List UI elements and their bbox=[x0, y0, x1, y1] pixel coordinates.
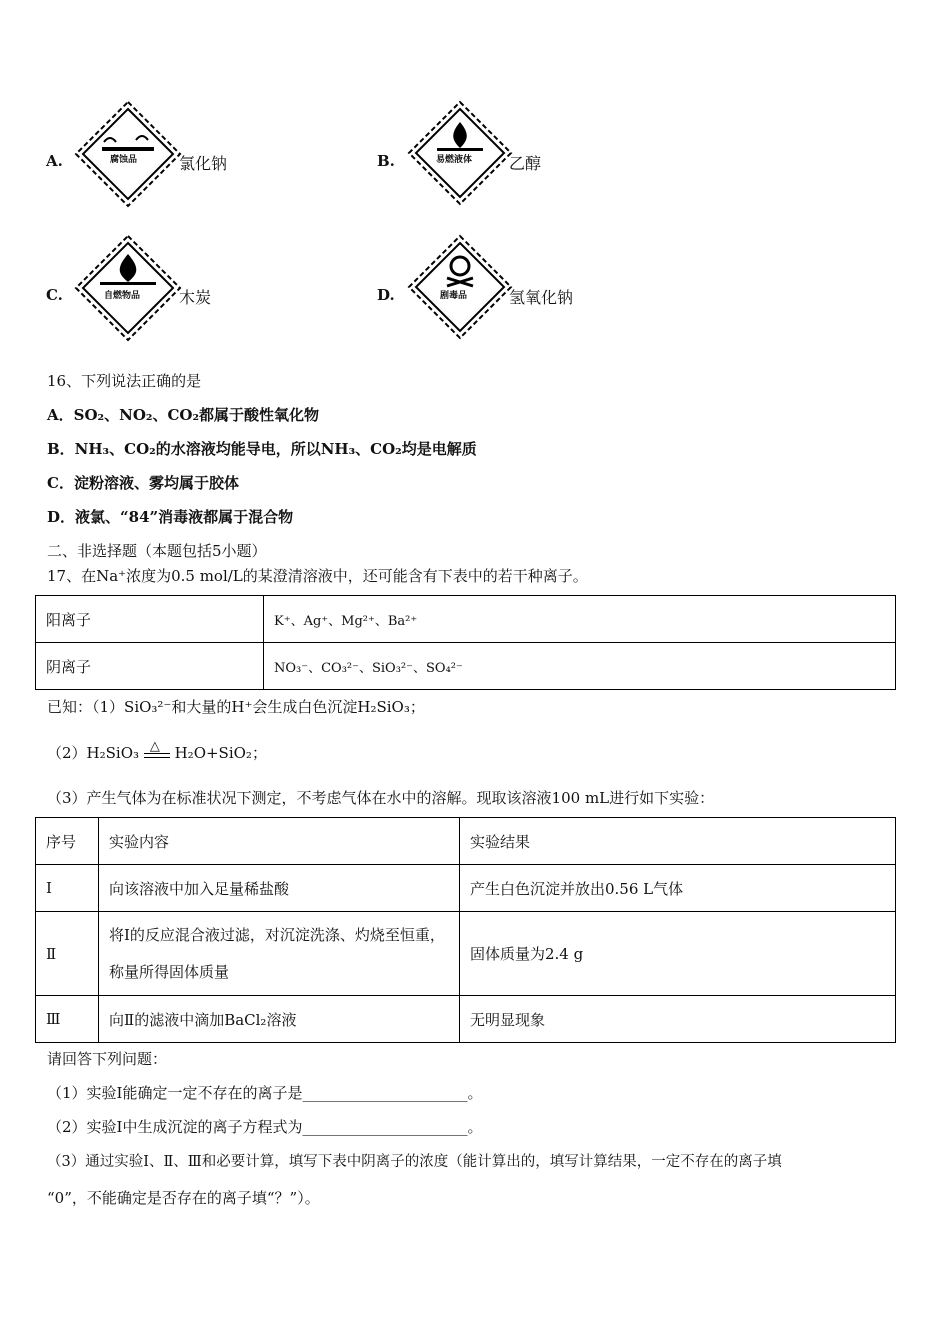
option-d bbox=[377, 234, 677, 344]
sign-text: 易燃液体 bbox=[436, 155, 473, 165]
header-cell: 实验结果 bbox=[460, 818, 896, 865]
row-content: 向该溶液中加入足量稀盐酸 bbox=[99, 865, 460, 912]
q16-stem: 16、下列说法正确的是 bbox=[47, 372, 202, 390]
option-letter: D. bbox=[377, 286, 395, 304]
flammable-liquid-sign-icon bbox=[407, 100, 513, 206]
sub-question-1: （1）实验Ⅰ能确定一定不存在的离子是______________________。 bbox=[47, 1084, 483, 1102]
answer-prompt: 请回答下列问题： bbox=[47, 1050, 168, 1068]
q16-option-d: D．液氯、“84”消毒液都属于混合物 bbox=[47, 508, 294, 526]
q16-option-b: B．NH₃、CO₂的水溶液均能导电，所以NH₃、CO₂均是电解质 bbox=[47, 440, 477, 458]
q16-option-a: A．SO₂、NO₂、CO₂都属于酸性氧化物 bbox=[47, 406, 320, 424]
substance-name: 乙醇 bbox=[509, 154, 542, 173]
heat-condition bbox=[144, 739, 170, 758]
delta-icon: △ bbox=[149, 739, 160, 754]
known-2 bbox=[47, 739, 267, 763]
substance-name: 氢氧化钠 bbox=[509, 288, 574, 307]
option-c bbox=[46, 234, 346, 344]
option-letter: B. bbox=[377, 152, 395, 170]
table-row bbox=[36, 643, 896, 690]
row-number: Ⅲ bbox=[36, 996, 99, 1043]
ion-list: K⁺、Ag⁺、Mg²⁺、Ba²⁺ bbox=[264, 596, 896, 643]
row-content: 将Ⅰ的反应混合液过滤，对沉淀洗涤、灼烧至恒重，称量所得固体质量 bbox=[99, 912, 460, 996]
reactant: （2）H₂SiO₃ bbox=[47, 744, 140, 762]
header-cell: 实验内容 bbox=[99, 818, 460, 865]
spontaneous-combustion-sign-icon bbox=[74, 234, 182, 342]
row-result: 固体质量为2.4 g bbox=[460, 912, 896, 996]
row-number: Ⅰ bbox=[36, 865, 99, 912]
q17-stem: 17、在Na⁺浓度为0.5 mol/L的某澄清溶液中，还可能含有下表中的若干种离子。 bbox=[47, 567, 588, 585]
corrosive-sign-icon bbox=[74, 100, 182, 208]
table-row bbox=[36, 596, 896, 643]
ion-label: 阳离子 bbox=[36, 596, 264, 643]
ion-table bbox=[35, 595, 896, 690]
sign-text: 剧毒品 bbox=[440, 291, 468, 301]
header-cell: 序号 bbox=[36, 818, 99, 865]
row-result: 无明显现象 bbox=[460, 996, 896, 1043]
section-title: 二、非选择题（本题包括5小题） bbox=[47, 542, 267, 560]
table-header-row bbox=[36, 818, 896, 865]
products: H₂O+SiO₂； bbox=[174, 744, 267, 762]
sign-text: 自燃物品 bbox=[104, 291, 141, 301]
row-number: Ⅱ bbox=[36, 912, 99, 996]
option-b bbox=[377, 100, 677, 210]
experiment-table bbox=[35, 817, 896, 1043]
known-3: （3）产生气体为在标准状况下测定，不考虑气体在水中的溶解。现取该溶液100 mL进行如下实验： bbox=[47, 789, 715, 807]
sign-text: 腐蚀品 bbox=[110, 155, 138, 165]
substance-name: 氯化钠 bbox=[179, 154, 228, 173]
sub-question-2: （2）实验Ⅰ中生成沉淀的离子方程式为______________________。 bbox=[47, 1118, 483, 1136]
row-result: 产生白色沉淀并放出0.56 L气体 bbox=[460, 865, 896, 912]
q16-option-c: C．淀粉溶液、雾均属于胶体 bbox=[47, 474, 239, 492]
option-letter: A. bbox=[46, 152, 63, 170]
substance-name: 木炭 bbox=[179, 288, 212, 307]
ion-list: NO₃⁻、CO₃²⁻、SiO₃²⁻、SO₄²⁻ bbox=[264, 643, 896, 690]
option-a bbox=[46, 100, 346, 210]
sub-question-3-line2: “0”，不能确定是否存在的离子填“？”）。 bbox=[47, 1189, 320, 1207]
table-row bbox=[36, 912, 896, 996]
toxic-sign-icon bbox=[407, 234, 513, 340]
sub-question-3-line1: （3）通过实验Ⅰ、Ⅱ、Ⅲ和必要计算，填写下表中阴离子的浓度（能计算出的，填写计算结果，一定不存在的离子填 bbox=[47, 1154, 782, 1170]
row-content: 向Ⅱ的滤液中滴加BaCl₂溶液 bbox=[99, 996, 460, 1043]
table-row bbox=[36, 865, 896, 912]
known-1: 已知：（1）SiO₃²⁻和大量的H⁺会生成白色沉淀H₂SiO₃； bbox=[47, 698, 425, 716]
option-letter: C. bbox=[46, 286, 63, 304]
ion-label: 阴离子 bbox=[36, 643, 264, 690]
table-row bbox=[36, 996, 896, 1043]
